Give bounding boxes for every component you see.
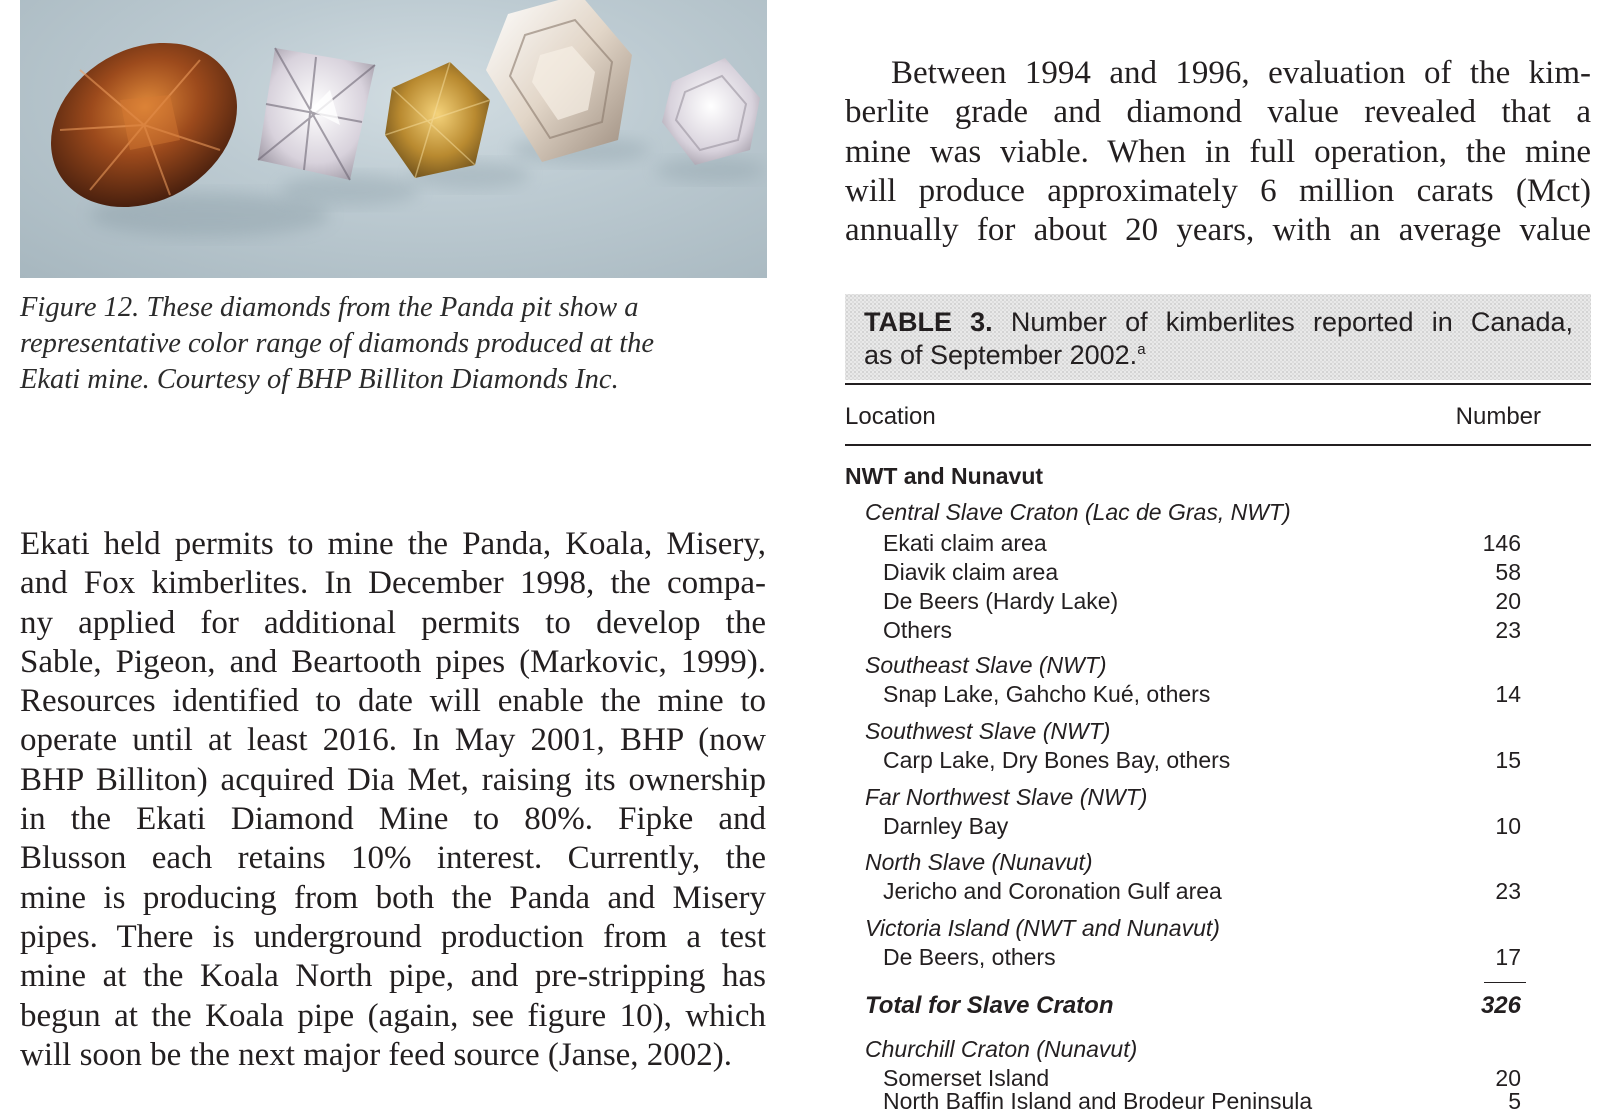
row-number: 58	[1495, 559, 1521, 585]
diamonds-photo	[20, 0, 767, 278]
text-line: mine was viable. When in full operation, the mine	[845, 133, 1591, 170]
table-row	[845, 913, 1591, 943]
table-row	[845, 1086, 1591, 1110]
text-line: BHP Billiton) acquired Dia Met, raising its ownership	[20, 761, 766, 798]
row-number: 20	[1495, 1065, 1521, 1091]
row-location: De Beers, others	[883, 944, 1056, 970]
row-location: Southeast Slave (NWT)	[865, 652, 1107, 678]
row-location: Darnley Bay	[883, 813, 1009, 839]
caption-line: representative color range of diamonds produced at the	[20, 328, 655, 359]
text-line: and Fox kimberlites. In December 1998, the compa-	[20, 565, 766, 602]
table-row	[845, 557, 1591, 587]
region-heading: NWT and Nunavut	[845, 463, 1044, 489]
emerald-cut-diamond	[486, 0, 632, 162]
row-location: Central Slave Craton (Lac de Gras, NWT)	[865, 499, 1291, 525]
table-row	[845, 1034, 1591, 1064]
text-line: annually for about 20 years, with an average value	[845, 212, 1591, 249]
table-row	[845, 942, 1591, 972]
row-location: Ekati claim area	[883, 530, 1047, 556]
text-line: mine is producing from both the Panda and Misery	[20, 879, 766, 916]
row-number: 23	[1495, 617, 1521, 643]
left-column-text	[20, 525, 766, 1075]
table-row	[845, 679, 1591, 709]
caption-line: Figure 12. These diamonds from the Panda pit show a	[20, 292, 639, 323]
table-title	[845, 294, 1591, 380]
row-location: Far Northwest Slave (NWT)	[865, 784, 1148, 810]
text-line: berlite grade and diamond value revealed that a	[845, 94, 1591, 131]
row-number: 20	[1495, 588, 1521, 614]
text-line: Blusson each retains 10% interest. Currently, the	[20, 840, 766, 877]
table-top-rule	[845, 383, 1591, 385]
row-location: Carp Lake, Dry Bones Bay, others	[883, 747, 1231, 773]
row-location: North Slave (Nunavut)	[865, 849, 1093, 875]
text-line: Resources identified to date will enable the mine to	[20, 683, 766, 720]
text-line: mine at the Koala North pipe, and pre-stripping has	[20, 958, 766, 995]
text-line: pipes. There is underground production from a test	[20, 918, 766, 955]
row-number: 146	[1482, 530, 1521, 556]
text-line: operate until at least 2016. In May 2001, BHP (now	[20, 722, 766, 759]
table-label: TABLE 3.	[864, 307, 993, 337]
footnote-marker: a	[1137, 341, 1146, 358]
row-number: 10	[1495, 813, 1521, 839]
row-number: 15	[1495, 747, 1521, 773]
small-emerald-diamond	[662, 58, 760, 165]
table-row	[845, 586, 1591, 616]
text-line: Between 1994 and 1996, evaluation of the kim-	[891, 55, 1591, 91]
row-location: Snap Lake, Gahcho Kué, others	[883, 681, 1211, 707]
header-location: Location	[845, 403, 936, 430]
table-header-rule	[845, 444, 1591, 446]
table-title-text: as of September 2002.	[864, 340, 1138, 370]
row-number: 17	[1495, 944, 1521, 970]
figure-caption	[20, 290, 740, 398]
text-line: begun at the Koala pipe (again, see figure 10), which	[20, 997, 766, 1034]
table-row	[845, 461, 1591, 491]
row-location: Jericho and Coronation Gulf area	[883, 878, 1222, 904]
row-number: 14	[1495, 681, 1521, 707]
header-number: Number	[1455, 403, 1541, 430]
row-location: Diavik claim area	[883, 559, 1059, 585]
text-line: Sable, Pigeon, and Beartooth pipes (Markovic, 1999).	[20, 643, 766, 680]
princess-white-diamond	[258, 48, 375, 180]
table-row	[845, 847, 1591, 877]
table-title-text: Number of kimberlites reported in Canada,	[1010, 307, 1573, 337]
table-row	[845, 716, 1591, 746]
table-row	[845, 782, 1591, 812]
table-row	[845, 497, 1591, 527]
row-number: 326	[1480, 992, 1521, 1019]
table-row	[845, 745, 1591, 775]
table-row	[845, 811, 1591, 841]
caption-line: Ekati mine. Courtesy of BHP Billiton Diamonds Inc.	[20, 364, 619, 395]
row-location: Others	[883, 617, 953, 643]
table-row	[845, 615, 1591, 645]
text-line: will soon be the next major feed source (Janse, 2002).	[20, 1036, 733, 1073]
row-location: Southwest Slave (NWT)	[865, 718, 1111, 744]
text-line: will produce approximately 6 million carats (Mct)	[845, 172, 1591, 209]
table-row	[845, 650, 1591, 680]
row-location: Somerset Island	[883, 1065, 1050, 1091]
row-number: 5	[1508, 1088, 1521, 1110]
table-header	[845, 402, 1591, 432]
row-location: De Beers (Hardy Lake)	[883, 588, 1119, 614]
row-location: Total for Slave Craton	[865, 992, 1114, 1019]
text-line: ny applied for additional permits to develop the	[20, 604, 766, 641]
row-location: Churchill Craton (Nunavut)	[865, 1036, 1138, 1062]
yellow-cushion-diamond	[385, 62, 490, 178]
subtotal-rule	[1484, 982, 1526, 983]
row-location: North Baffin Island and Brodeur Peninsula	[883, 1088, 1313, 1110]
right-column-text	[845, 54, 1591, 250]
text-line: Ekati held permits to mine the Panda, Koala, Misery,	[20, 526, 766, 562]
row-location: Victoria Island (NWT and Nunavut)	[865, 915, 1220, 941]
table-row	[845, 528, 1591, 558]
row-number: 23	[1495, 878, 1521, 904]
text-line: in the Ekati Diamond Mine to 80%. Fipke and	[20, 801, 766, 838]
table-row-total	[845, 991, 1591, 1021]
table-row	[845, 876, 1591, 906]
